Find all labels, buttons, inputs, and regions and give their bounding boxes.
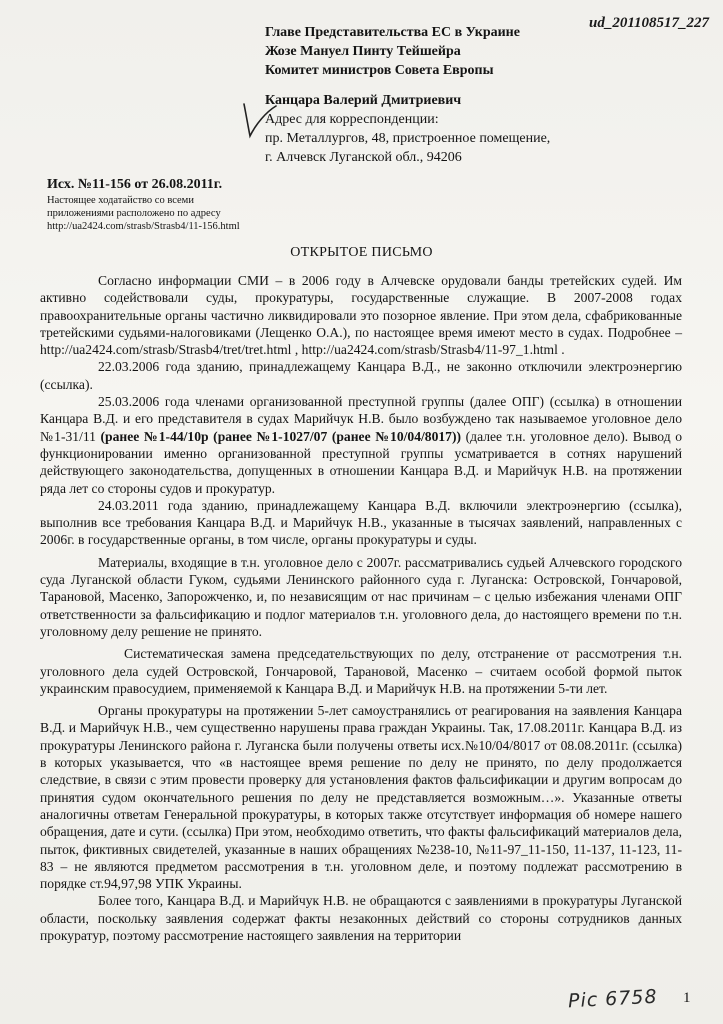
reference-block	[47, 176, 327, 233]
letter-title: ОТКРЫТОЕ ПИСЬМО	[290, 245, 433, 260]
outgoing-number: Исх. №11-156 от 26.08.2011г.	[47, 177, 223, 192]
paragraph-text: 25.03.2006 года членами организованной преступной группы (далее ОПГ) (ссылка) в отношении Канцара В.Д. и его представителя в судах Марийчук Н.В. было возбуждено так называемое уголовное дело №1-31/11	[40, 394, 682, 444]
paragraph-text: (далее т.н. уголовное дело). Вывод о функционировании именно организованной преступной группы усматривается в сотнях нарушений действующего законодательства, допущенных в отношении Канцара В.Д. и Марийчук Н.В. на протяжении ряда лет со стороны судов и прокуратур.	[40, 428, 682, 496]
paragraph: Материалы, входящие в т.н. уголовное дело с 2007г. рассматривались судьей Алчевского городского суда Луганской области Гуком, судьями Ленинского районного суда г. Луганска: Островской, Гончаровой, Тарановой, Масенко, Запорожченко, и, по независящим от нас причинам – с целью избежания членами ОПГ ответственности за фальсификацию и подлог материалов т.н. уголовного дела, до настоящего времени по т.н. уголовному делу решение не принято.	[40, 554, 682, 639]
paragraph	[40, 393, 682, 497]
document-id: ud_201108517_227	[588, 15, 709, 31]
handwritten-note: Pic 6758	[567, 985, 659, 1013]
page-number: 1	[683, 990, 691, 1006]
paragraph: 24.03.2011 года зданию, принадлежащему Канцара В.Д. включили электроэнергию (ссылка), выполнив все требования Канцара В.Д. и Марийчук Н.В., указанные в тысячах заявлений, направленных с 2006г. в государственные органы, в том числе, органы прокуратуры и суды.	[40, 497, 682, 548]
reference-url: http://ua2424.com/strasb/Strasb4/11-156.html	[47, 221, 240, 232]
sender-address-line: Адрес для корреспонденции:	[265, 112, 439, 127]
paragraph: Более того, Канцара В.Д. и Марийчук Н.В. не обращаются с заявлениями в прокуратуры Луганской области, поскольку заявления содержат факты незаконных действий со стороны сотрудников данных прокуратур, поэтому рассмотрение настоящего заявления на территории	[40, 893, 682, 943]
case-numbers-bold: (ранее №1-44/10р (ранее №1-1027/07 (ранее №10/04/8017))	[100, 428, 462, 444]
recipient-line: Жозе Мануел Пинту Тейшейра	[265, 44, 461, 59]
reference-note-line: приложениями расположено по адресу	[47, 208, 221, 219]
paragraph: Органы прокуратуры на протяжении 5-лет самоустранялись от реагирования на заявления Канцара В.Д. и Марийчук Н.В., чем существенно нарушены права граждан Украины. Так, 17.08.2011г. Канцара В.Д. из прокуратуры Ленинского района г. Луганска были получены ответы исх.№10/04/8017 от 08.08.2011г. (ссылка) в которых указывается, что «в настоящее время решение по делу не принято, по делу продолжается следствие, в связи с этим провести проверку для установления фактов фальсификации и другим вопросам до принятия судом окончательного решения по делу не представляется возможным…». Указанные ответы аналогичны ответам Генеральной прокуратуры, в которых также отсутствует информация об номере нашего обращения, дате и сути. (ссылка) При этом, необходимо ответить, что факты фальсификаций материалов дела, пыток, фиктивных свидетелей, указанные в наших обращениях №238-10, №11-97_11-150, 11-137, 11-123, 11-83 – не являются предметом рассмотрения в т.н. уголовном деле, и поэтому подлежат рассмотрению в порядке ст.94,97,98 УПК Украины.	[40, 703, 682, 892]
sender-address-line: пр. Металлургов, 48, пристроенное помещение,	[265, 131, 551, 146]
paragraph: 22.03.2006 года зданию, принадлежащему Канцара В.Д., не законно отключили электроэнергию (ссылка).	[40, 359, 682, 392]
reference-note-line: Настоящее ходатайство со всеми	[47, 195, 194, 206]
recipient-block	[265, 23, 565, 80]
paragraph: Согласно информации СМИ – в 2006 году в Алчевске орудовали банды третейских судей. Им активно содействовали суды, прокуратуры, государственные служащие. В 2007-2008 годах правоохранительные органы частично ликвидировали это позорное явление. При этом дела, сфабрикованные третейскими судьями-налоговиками (Лещенко О.А.), по настоящее время имеют место в судах. Подробнее – http://ua2424.com/strasb/Strasb4/tret/tret.html , http://ua2424.com/strasb/Strasb4/11-97_1.html .	[40, 273, 682, 358]
letter-body	[40, 272, 682, 944]
recipient-line: Комитет министров Совета Европы	[265, 63, 494, 78]
paragraph: Систематическая замена председательствующих по делу, отстранение от рассмотрения т.н. уголовного дела судей Островской, Гончаровой, Тарановой, Масенко – считаем особой формой пыток украинским правосудием, применяемой к Канцара В.Д. и Марийчук Н.В. на протяжении 5-ти лет.	[40, 646, 682, 696]
sender-address-line: г. Алчевск Луганской обл., 94206	[265, 150, 462, 165]
recipient-line: Главе Представительства ЕС в Украине	[265, 25, 520, 40]
sender-block	[265, 91, 595, 167]
sender-name: Канцара Валерий Дмитриевич	[265, 93, 462, 108]
